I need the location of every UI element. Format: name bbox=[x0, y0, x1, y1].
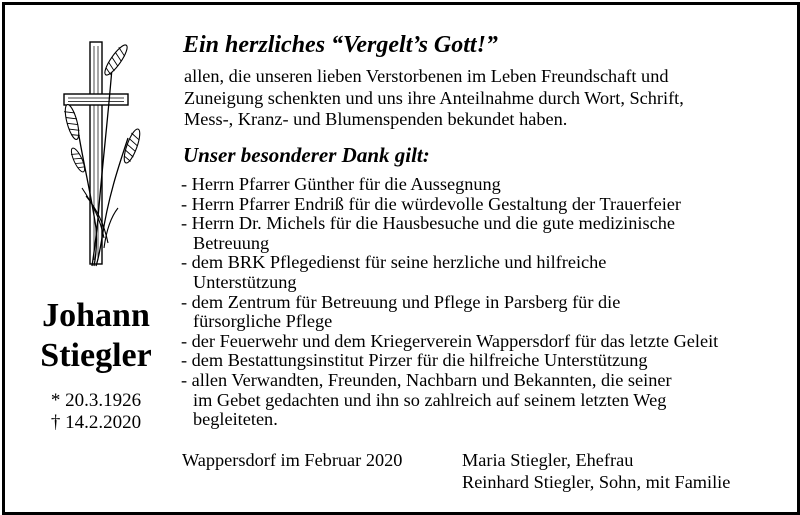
death-date: † 14.2.2020 bbox=[50, 412, 142, 433]
thanks-line: - Herrn Pfarrer Endriß für die würdevolle Gestaltung der Trauerfeier bbox=[181, 193, 682, 214]
thanks-list bbox=[181, 175, 718, 430]
intro-line: allen, die unseren lieben Verstorbenen im Leben Freundschaft und bbox=[184, 66, 669, 86]
thanks-line: begleiteten. bbox=[193, 409, 278, 430]
thanks-line: - Herrn Pfarrer Günther für die Aussegnung bbox=[181, 174, 501, 194]
thanks-line: Unterstützung bbox=[193, 271, 297, 292]
cross-with-wheat-icon bbox=[52, 38, 152, 270]
thanks-line: fürsorgliche Pflege bbox=[193, 311, 333, 332]
thanks-line: - dem BRK Pflegedienst für seine herzliche und hilfreiche bbox=[181, 252, 607, 273]
intro-line: Mess-, Kranz- und Blumenspenden bekundet haben. bbox=[184, 109, 568, 129]
thanks-subheading: Unser besonderer Dank gilt: bbox=[183, 143, 430, 167]
deceased-last-name: Stiegler bbox=[40, 337, 152, 374]
thanks-line: - Herrn Dr. Michels für die Hausbesuche und die gute medizinische bbox=[181, 213, 675, 234]
thanks-line: - der Feuerwehr und dem Kriegerverein Wappersdorf für das letzte Geleit bbox=[181, 330, 719, 351]
birth-date: * 20.3.1926 bbox=[50, 390, 142, 411]
notice-headline: Ein herzliches “Vergelt’s Gott!” bbox=[183, 32, 498, 58]
signatory: Reinhard Stiegler, Sohn, mit Familie bbox=[462, 472, 731, 492]
intro-line: Zuneigung schenkten und uns ihre Anteilnahme durch Wort, Schrift, bbox=[184, 87, 684, 108]
thanks-line: - dem Bestattungsinstitut Pirzer für die hilfreiche Unterstützung bbox=[181, 350, 648, 371]
thanks-line: - allen Verwandten, Freunden, Nachbarn und Bekannten, die seiner bbox=[181, 369, 672, 390]
thanks-line: Betreuung bbox=[193, 232, 270, 253]
thanks-line: - dem Zentrum für Betreuung und Pflege in Parsberg für die bbox=[181, 291, 621, 312]
deceased-first-name: Johann bbox=[42, 297, 150, 334]
signatory: Maria Stiegler, Ehefrau bbox=[462, 450, 634, 470]
signatories bbox=[462, 449, 730, 493]
intro-paragraph bbox=[184, 66, 684, 131]
thanks-line: im Gebet gedachten und ihn so zahlreich auf seinem letzten Weg bbox=[193, 389, 667, 410]
place-date: Wappersdorf im Februar 2020 bbox=[182, 450, 403, 470]
